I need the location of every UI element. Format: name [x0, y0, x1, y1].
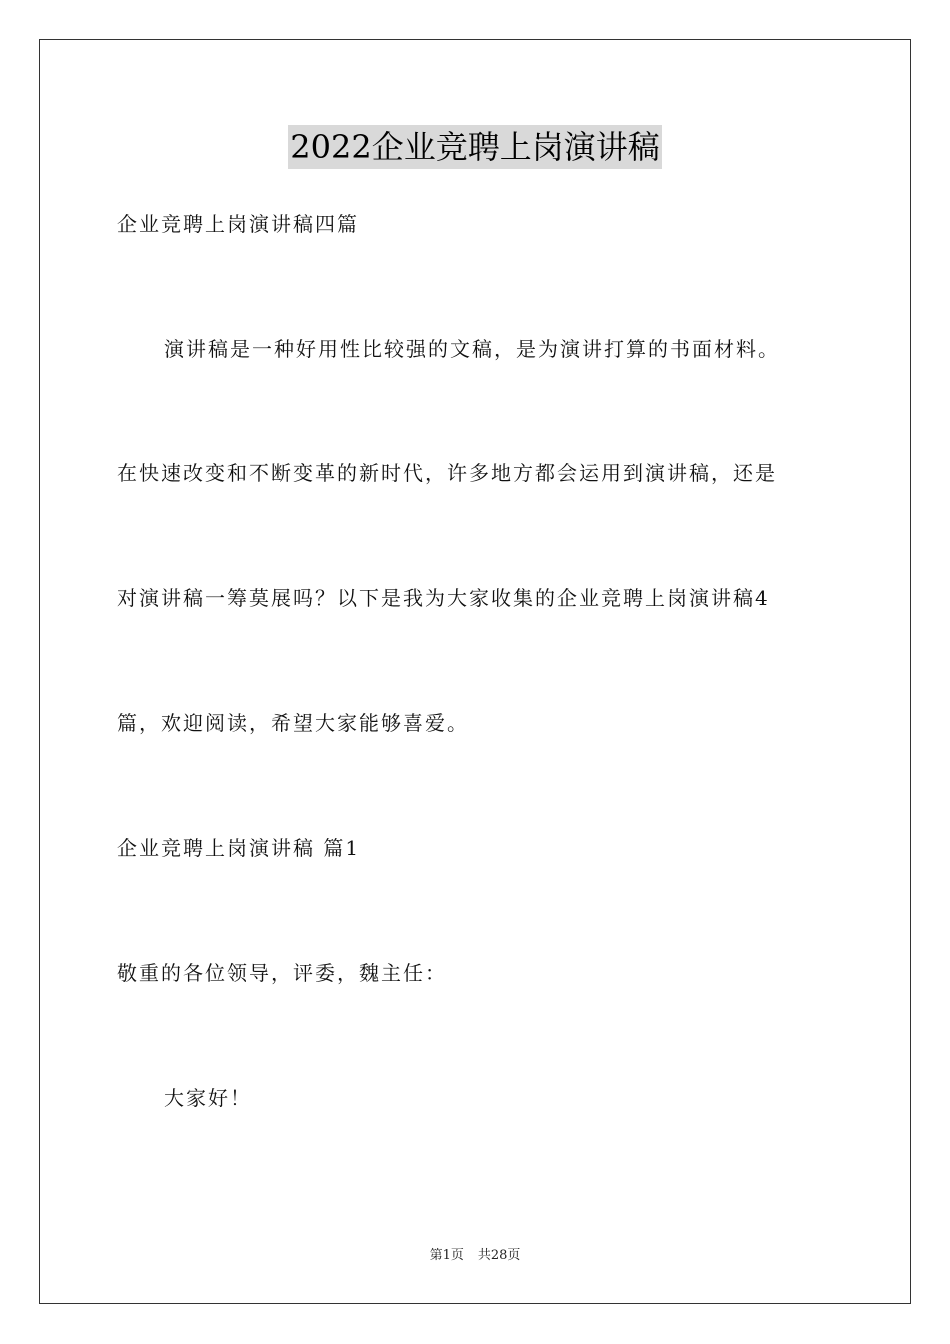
page-number-current: 第1页: [429, 1248, 464, 1263]
greeting-line: 大家好！: [164, 1086, 252, 1110]
page-footer: [0, 1247, 950, 1265]
body-line: 篇，欢迎阅读，希望大家能够喜爱。: [117, 711, 469, 735]
body-line: 在快速改变和不断变革的新时代，许多地方都会运用到演讲稿，还是: [117, 461, 777, 485]
page-number-total: 共28页: [477, 1248, 521, 1263]
section-heading: 企业竞聘上岗演讲稿 篇1: [117, 836, 361, 860]
salutation-line: 敬重的各位领导，评委，魏主任：: [117, 961, 447, 985]
body-line: 对演讲稿一筹莫展吗？以下是我为大家收集的企业竞聘上岗演讲稿4: [117, 586, 770, 610]
document-title: 2022企业竞聘上岗演讲稿: [288, 125, 661, 169]
title-container: [0, 125, 950, 169]
body-line: 演讲稿是一种好用性比较强的文稿，是为演讲打算的书面材料。: [164, 337, 780, 361]
subtitle-line: 企业竞聘上岗演讲稿四篇: [117, 212, 359, 236]
